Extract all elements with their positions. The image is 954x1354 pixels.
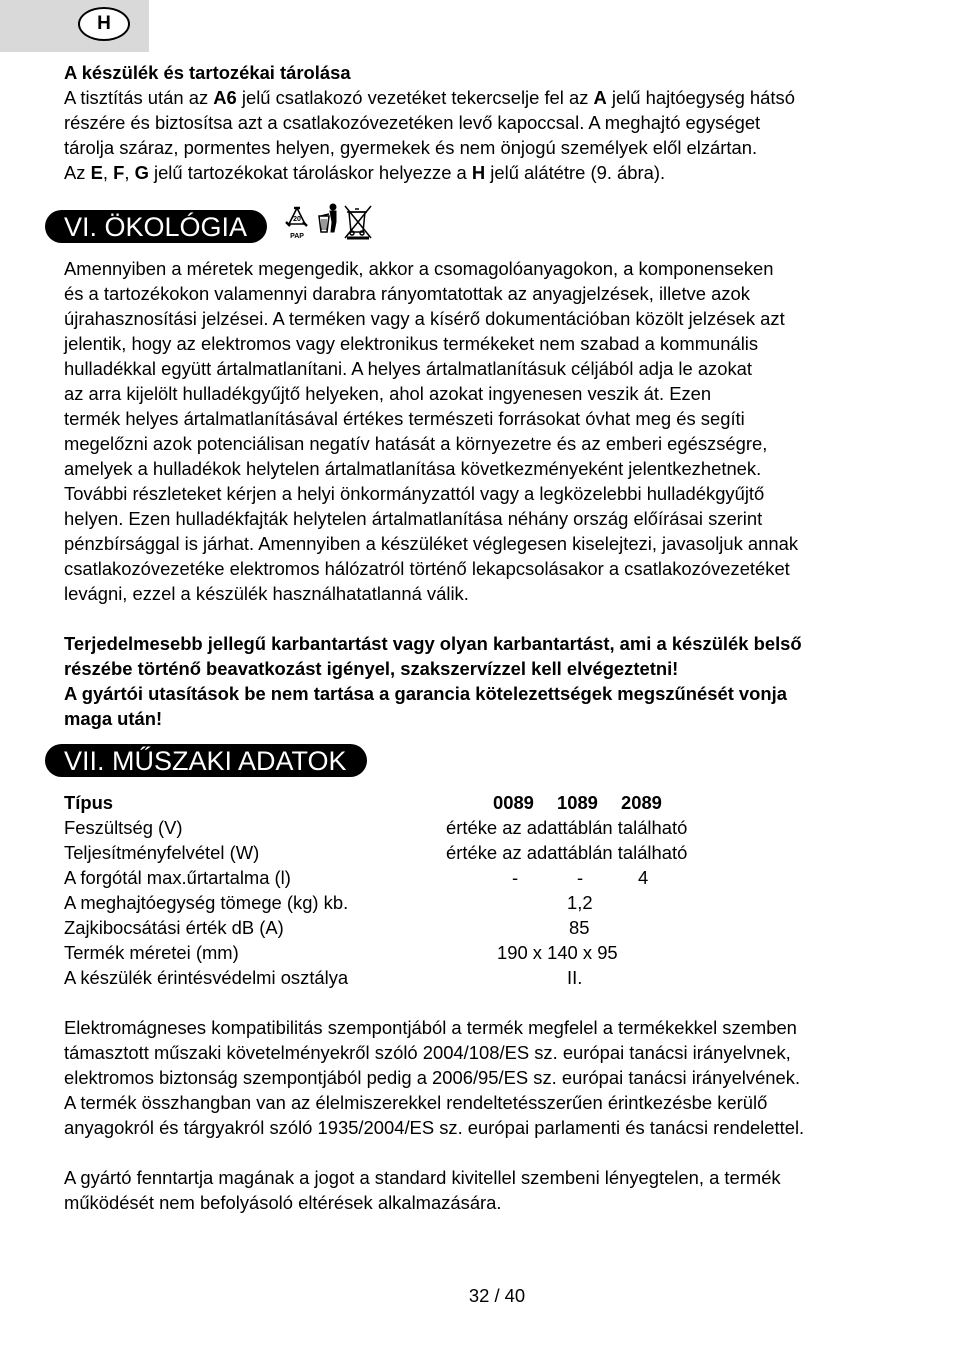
- spec-value: II.: [567, 967, 583, 988]
- crossed-bin-icon: [345, 206, 371, 238]
- warning-line: A gyártói utasítások be nem tartása a garancia kötelezettségek megszűnését vonja: [64, 683, 787, 704]
- spec-value: 4: [638, 867, 649, 888]
- recycle-number: 20: [293, 216, 301, 223]
- model-number: 2089: [621, 792, 662, 813]
- storage-line-3: tárolja száraz, pormentes helyen, gyermekek és nem önjogú személyek elől elzártan.: [64, 137, 758, 158]
- spec-label: Feszültség (V): [64, 817, 183, 838]
- ecology-line: helyen. Ezen hulladékfajták helytelen ártalmatlanítása néhány ország előírásai szerint: [64, 508, 763, 529]
- spec-label: Teljesítményfelvétel (W): [64, 842, 260, 863]
- spec-value: értéke az adattáblán található: [446, 842, 688, 863]
- ecology-line: termék helyes ártalmatlanításával értékes természeti forrásokat óvhat meg és segíti: [64, 408, 745, 429]
- spec-value: 1,2: [567, 892, 593, 913]
- ecology-line: csatlakozóvezetéke elektromos hálózatról történő lekapcsolásakor a csatlakozóvezetéket: [64, 558, 790, 579]
- spec-value: 85: [569, 917, 590, 938]
- page-number: 32 / 40: [468, 1285, 526, 1306]
- spec-row: [64, 890, 864, 915]
- model-number: 1089: [557, 792, 598, 813]
- emc-line: anyagokról és tárgyakról szóló 1935/2004/ES sz. európai parlamenti és tanácsi rendelettel.: [64, 1117, 805, 1138]
- spec-value: értéke az adattáblán található: [446, 817, 688, 838]
- storage-line-4: Az E, F, G jelű tartozékokat tároláskor helyezze a H jelű alátétre (9. ábra).: [64, 162, 666, 183]
- warning-line: Terjedelmesebb jellegű karbantartást vagy olyan karbantartást, ami a készülék belső: [64, 633, 802, 654]
- spec-label: A készülék érintésvédelmi osztálya: [64, 967, 349, 988]
- spec-label: A meghajtóegység tömege (kg) kb.: [64, 892, 349, 913]
- storage-heading: A készülék és tartozékai tárolása: [64, 62, 351, 83]
- ecology-line: pénzbírsággal is járhat. Amennyiben a készüléket véglegesen kiselejtezi, javasoljuk annak: [64, 533, 799, 554]
- ecology-icons: [283, 202, 375, 247]
- language-tab: [0, 0, 149, 52]
- spec-row: [64, 840, 864, 865]
- spec-row: [64, 940, 864, 965]
- model-number: 0089: [493, 792, 534, 813]
- emc-line: Elektromágneses kompatibilitás szempontjából a termék megfelel a termékekkel szemben: [64, 1017, 797, 1038]
- recycle-code: PAP: [290, 233, 304, 240]
- spec-label: Termék méretei (mm): [64, 942, 239, 963]
- spec-row: [64, 865, 864, 890]
- ecology-line: jelentik, hogy az elektromos vagy elektronikus termékeket nem szabad a kommunális: [64, 333, 759, 354]
- specs-section-title: VII. MŰSZAKI ADATOK: [45, 744, 367, 777]
- ecology-line: További részleteket kérjen a helyi önkormányzattól vagy a legközelebbi hulladékgyűjtő: [64, 483, 765, 504]
- warning-line: részébe történő beavatkozást igényel, szakszervízzel kell elvégeztetni!: [64, 658, 679, 679]
- storage-line-2: részére és biztosítsa azt a csatlakozóvezetéken levő kapoccsal. A meghajtó egységet: [64, 112, 761, 133]
- spec-label: A forgótál max.űrtartalma (l): [64, 867, 291, 888]
- emc-line: támasztott műszaki követelményekről szóló 2004/108/ES sz. európai tanácsi irányelvnek,: [64, 1042, 791, 1063]
- spec-value: -: [512, 867, 519, 888]
- spec-row: [64, 915, 864, 940]
- ecology-line: hulladékkal együtt ártalmatlanítani. A helyes ártalmatlanításuk céljából adja le azokat: [64, 358, 753, 379]
- warning-line: maga után!: [64, 708, 163, 729]
- language-badge: H: [78, 7, 130, 41]
- spec-value: 190 x 140 x 95: [497, 942, 618, 963]
- ecology-line: amelyek a hulladékok helytelen ártalmatlanítása következményeként jelentkezhetnek.: [64, 458, 762, 479]
- ecology-line: levágni, ezzel a készülék használhatatlanná válik.: [64, 583, 469, 604]
- ecology-line: Amennyiben a méretek megengedik, akkor a csomagolóanyagokon, a komponenseken: [64, 258, 774, 279]
- specs-header-row: [64, 790, 864, 815]
- manufacturer-line: A gyártó fenntartja magának a jogot a standard kivitellel szembeni lényegtelen, a termék: [64, 1167, 781, 1188]
- emc-line: elektromos biztonság szempontjából pedig a 2006/95/ES sz. európai tanácsi irányelvének.: [64, 1067, 801, 1088]
- tidy-man-icon: [319, 204, 336, 232]
- recycling-symbols: [283, 202, 375, 242]
- emc-line: A termék összhangban van az élelmiszerekkel rendeltetésszerűen érintkezésbe kerülő: [64, 1092, 768, 1113]
- ecology-line: megelőzni azok potenciálisan negatív hatását a környezetre és az emberi egészségre,: [64, 433, 768, 454]
- spec-value: -: [577, 867, 584, 888]
- spec-label: Zajkibocsátási érték dB (A): [64, 917, 284, 938]
- ecology-section-title: VI. ÖKOLÓGIA: [45, 210, 267, 243]
- ecology-line: újrahasznosítási jelzései. A terméken vagy a kísérő dokumentációban közölt jelzések azt: [64, 308, 785, 329]
- ecology-line: és a tartozékokon valamennyi darabra rányomtatottak az anyagjelzések, illetve azok: [64, 283, 750, 304]
- ecology-line: az arra kijelölt hulladékgyűjtő helyeken, ahol azokat ingyenesen veszik át. Ezen: [64, 383, 712, 404]
- spec-row: [64, 965, 864, 990]
- manufacturer-line: működését nem befolyásoló eltérések alkalmazására.: [64, 1192, 502, 1213]
- spec-row: [64, 815, 864, 840]
- specs-header-label: Típus: [64, 792, 114, 813]
- storage-line-1: A tisztítás után az A6 jelű csatlakozó vezetéket tekercselje fel az A jelű hajtóegység hátsó: [64, 87, 795, 108]
